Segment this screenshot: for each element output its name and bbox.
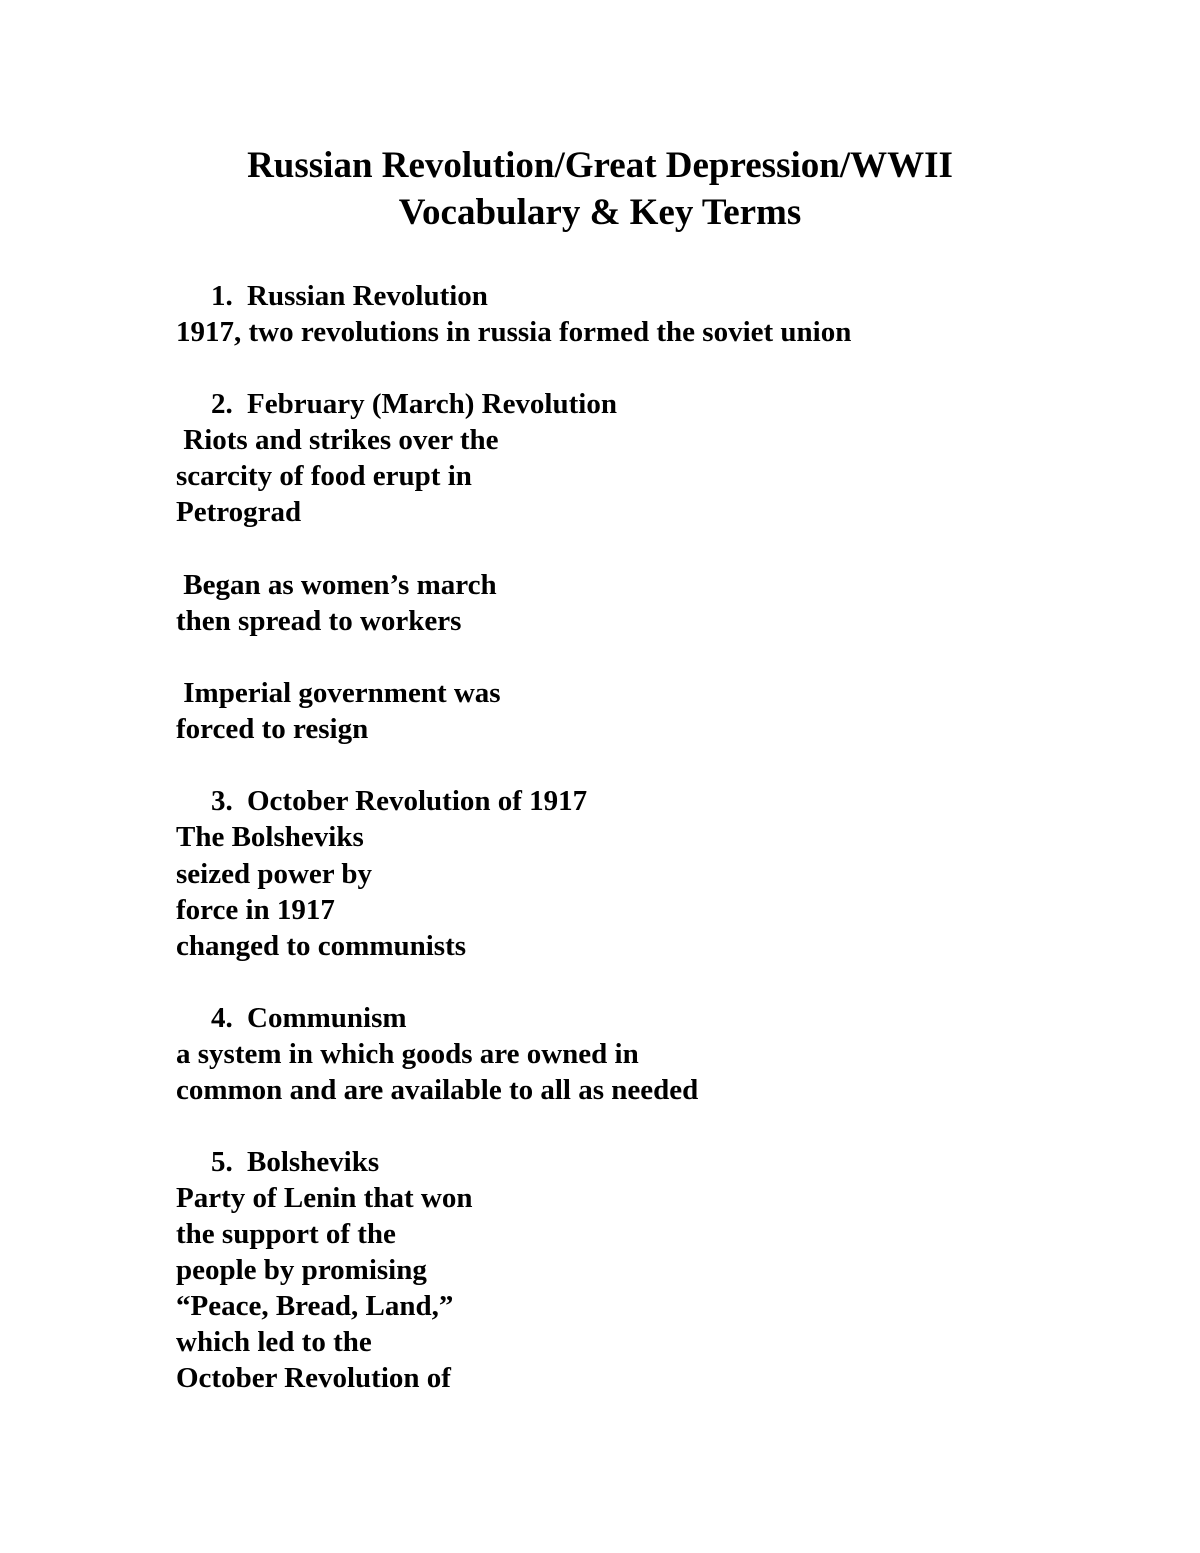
term-number: 5. — [211, 1146, 233, 1178]
definition-line: Riots and strikes over the — [176, 424, 499, 456]
term-heading — [211, 1000, 407, 1036]
definition-line: the support of the — [176, 1218, 396, 1250]
term-heading — [211, 783, 587, 819]
definition-line: “Peace, Bread, Land,” — [176, 1290, 454, 1322]
term-number: 3. — [211, 785, 233, 817]
definition-line: changed to communists — [176, 930, 467, 962]
term-heading — [211, 386, 617, 422]
term-number: 2. — [211, 388, 233, 420]
definition-line: which led to the — [176, 1326, 372, 1358]
definition-line: then spread to workers — [176, 605, 462, 637]
term-heading — [211, 1144, 379, 1180]
term-number: 1. — [211, 280, 233, 312]
definition-line: October Revolution of — [176, 1362, 451, 1394]
definition-line: Petrograd — [176, 496, 302, 528]
definition-line: a system in which goods are owned in — [176, 1038, 639, 1070]
term-name: Communism — [247, 1002, 407, 1034]
term-name: February (March) Revolution — [247, 388, 617, 420]
definition-line: Imperial government was — [176, 677, 501, 709]
definition-line: forced to resign — [176, 713, 369, 745]
definition-line: seized power by — [176, 858, 373, 890]
definition-line: common and are available to all as needed — [176, 1074, 699, 1106]
term-heading — [211, 278, 488, 314]
term-name: October Revolution of 1917 — [247, 785, 588, 817]
definition-line: 1917, two revolutions in russia formed the soviet union — [176, 316, 852, 348]
definition-line: people by promising — [176, 1254, 427, 1286]
definition-line: Party of Lenin that won — [176, 1182, 473, 1214]
document-title-line-2: Vocabulary & Key Terms — [398, 192, 802, 233]
term-name: Bolsheviks — [247, 1146, 380, 1178]
definition-line: The Bolsheviks — [176, 821, 364, 853]
definition-line: Began as women’s march — [176, 569, 497, 601]
term-number: 4. — [211, 1002, 233, 1034]
definition-line: scarcity of food erupt in — [176, 460, 472, 492]
definition-line: force in 1917 — [176, 894, 335, 926]
term-name: Russian Revolution — [247, 280, 488, 312]
document-title-line-1: Russian Revolution/Great Depression/WWII — [247, 145, 953, 186]
